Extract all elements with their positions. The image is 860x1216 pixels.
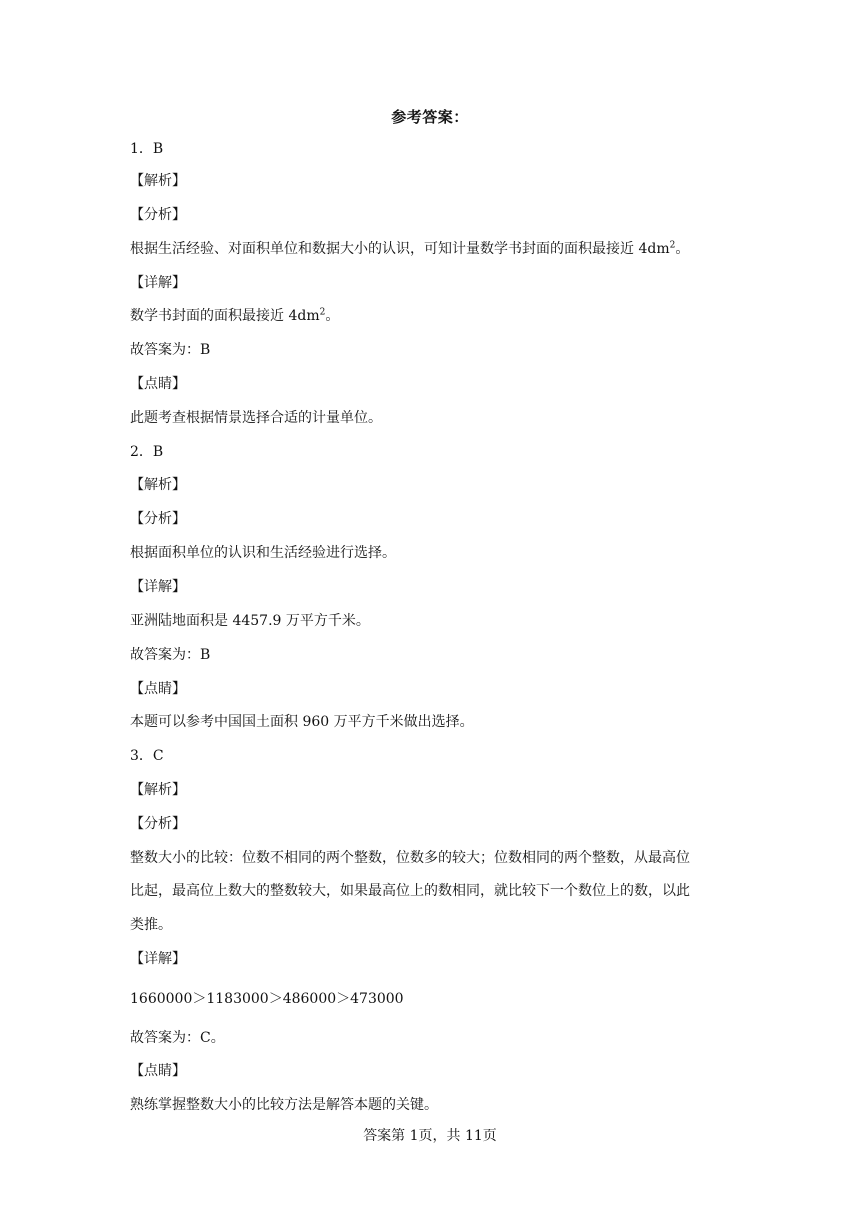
q3-comment: 熟练掌握整数大小的比较方法是解答本题的关键。	[130, 1097, 438, 1113]
q1-jiexi-heading: 【解析】	[130, 173, 186, 189]
q1-detail-text: 数学书封面的面积最接近 4dm	[130, 308, 320, 324]
q2-comment: 本题可以参考中国国土面积 960 万平方千米做出选择。	[130, 714, 474, 730]
q3-detail: 1660000＞1183000＞486000＞473000	[130, 991, 404, 1007]
q1-xiangjie-heading: 【详解】	[130, 275, 186, 291]
q3-number: 3．C	[130, 748, 164, 764]
q2-detail: 亚洲陆地面积是 4457.9 万平方千米。	[130, 613, 370, 629]
q1-analysis-text: 根据生活经验、对面积单位和数据大小的认识，可知计量数学书封面的面积最接近 4dm	[130, 241, 670, 257]
q3-answer: 故答案为：C。	[130, 1030, 225, 1046]
q1-answer: 故答案为：B	[130, 342, 211, 358]
q2-xiangjie-heading: 【详解】	[130, 579, 186, 595]
q2-jiexi-heading: 【解析】	[130, 477, 186, 493]
q2-dianjing-heading: 【点睛】	[130, 681, 186, 697]
q2-number: 2．B	[130, 444, 164, 460]
q3-dianjing-heading: 【点睛】	[130, 1063, 186, 1079]
q3-analysis-line-1: 整数大小的比较：位数不相同的两个整数，位数多的较大；位数相同的两个整数，从最高位	[130, 850, 690, 866]
q3-analysis-line-3: 类推。	[130, 917, 172, 933]
q1-comment: 此题考查根据情景选择合适的计量单位。	[130, 410, 382, 426]
q2-analysis: 根据面积单位的认识和生活经验进行选择。	[130, 545, 396, 561]
page-title: 参考答案：	[391, 108, 469, 126]
q1-detail	[130, 305, 339, 325]
q3-xiangjie-heading: 【详解】	[130, 951, 186, 967]
q1-detail-end: 。	[325, 308, 340, 324]
q1-analysis-end: 。	[675, 241, 690, 257]
q2-fenxi-heading: 【分析】	[130, 511, 186, 527]
q3-jiexi-heading: 【解析】	[130, 782, 186, 798]
q1-number: 1．B	[130, 141, 164, 157]
q1-fenxi-heading: 【分析】	[130, 207, 186, 223]
page-footer: 答案第 1页，共 11页	[363, 1128, 497, 1144]
q1-analysis	[130, 238, 689, 258]
q2-answer: 故答案为：B	[130, 647, 211, 663]
q3-fenxi-heading: 【分析】	[130, 816, 186, 832]
q1-detail-superscript: 2	[319, 307, 326, 318]
q1-analysis-superscript: 2	[669, 240, 676, 251]
q3-analysis-line-2: 比起，最高位上数大的整数较大，如果最高位上的数相同，就比较下一个数位上的数，以此	[130, 883, 690, 899]
q1-dianjing-heading: 【点睛】	[130, 376, 186, 392]
